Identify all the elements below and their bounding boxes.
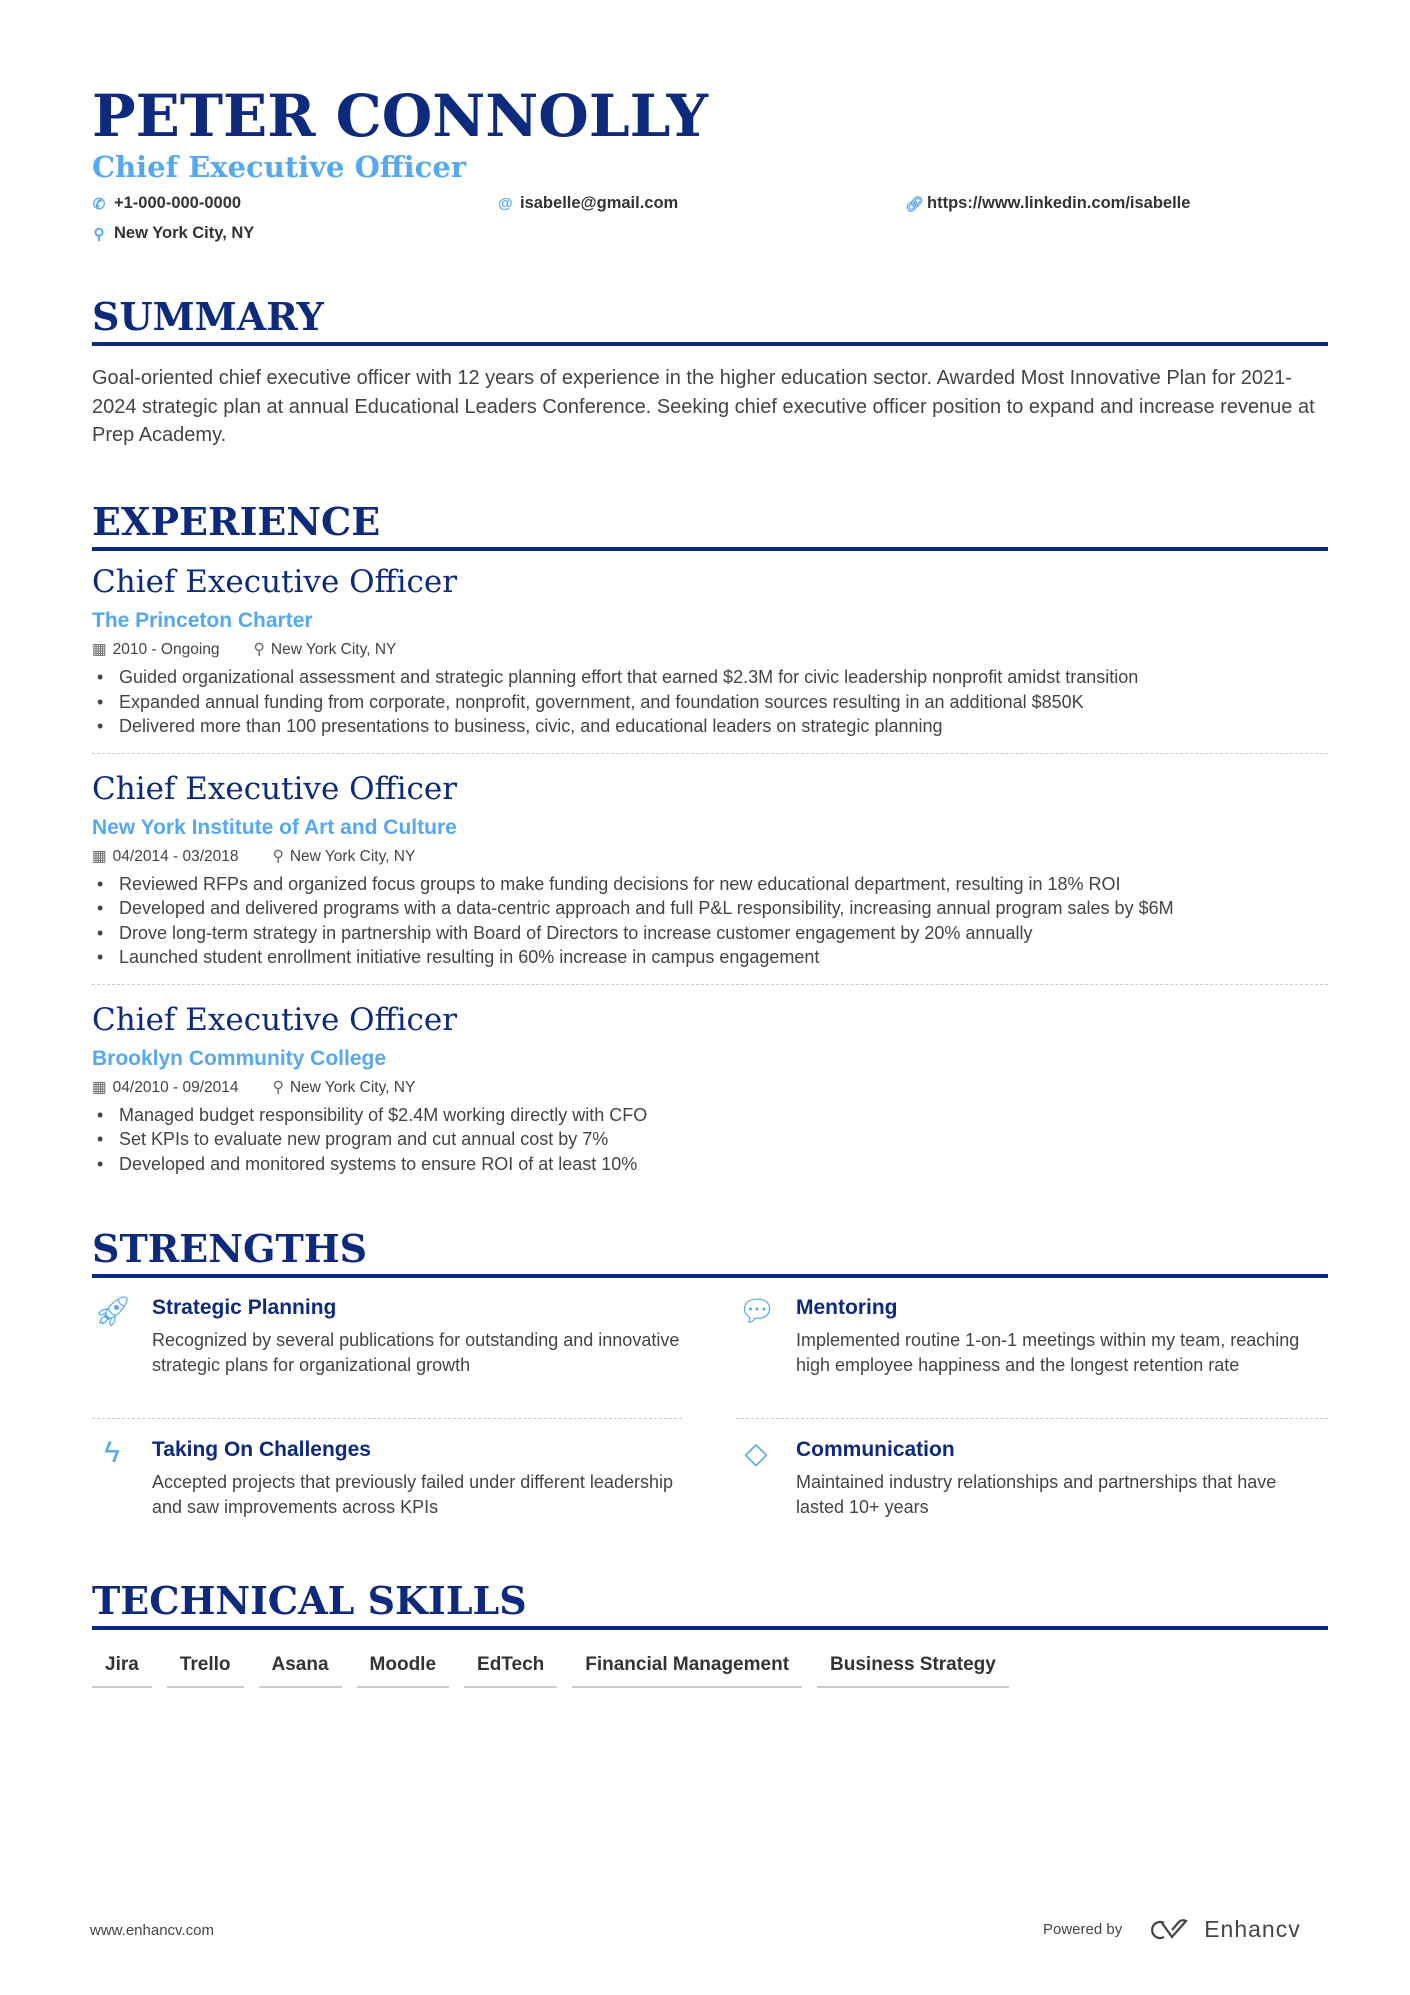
skill-tag: Jira [92, 1652, 152, 1688]
contact-linkedin[interactable] [905, 194, 1190, 213]
summary-text: Goal-oriented chief executive officer with 12 years of experience in the higher education sector. Awarded Most Innovative Plan for 2021-2024 strategic plan at annual Educational Leaders Conference. Seeking chief executive officer position to expand and increase revenue at Prep Academy. [92, 367, 1315, 446]
bullet-item: • Expanded annual funding from corporate, nonprofit, government, and foundation sources resulting in an additional $850K [92, 690, 1328, 715]
company-name: New York Institute of Art and Culture [92, 815, 457, 839]
job-entry [92, 563, 1328, 754]
location-pin-icon: ⚲ [93, 225, 105, 243]
bullet-item: • Managed budget responsibility of $2.4M working directly with CFO [92, 1103, 1328, 1128]
enhancv-logo-icon [1148, 1918, 1194, 1942]
strength-item [92, 1436, 684, 1519]
job-entry [92, 1001, 1328, 1177]
job-location: New York City, NY [270, 641, 397, 658]
footer-branding [1043, 1916, 1301, 1943]
contact-email[interactable] [498, 194, 678, 213]
section-heading: STRENGTHS [92, 1226, 1328, 1278]
skill-tag: Asana [259, 1652, 342, 1688]
strength-item [92, 1294, 684, 1377]
summary-section [92, 294, 1328, 450]
job-dates: 04/2010 - 09/2014 [112, 1078, 239, 1096]
skills-section [92, 1578, 1328, 1688]
strength-desc: Implemented routine 1-on-1 meetings within my team, reaching high employee happiness and the longest retention rate [796, 1330, 1300, 1375]
strength-desc: Maintained industry relationships and partnerships that have lasted 10+ years [796, 1472, 1277, 1517]
strength-title: Taking On Challenges [152, 1438, 371, 1461]
divider [92, 753, 1328, 754]
location-pin-icon: ⚲ [272, 1078, 284, 1096]
skill-tag: EdTech [464, 1652, 557, 1688]
company-name: Brooklyn Community College [92, 1046, 387, 1070]
contact-location [92, 224, 254, 243]
bullet-item: • Reviewed RFPs and organized focus groups to make funding decisions for new educational department, resulting in 18% ROI [92, 872, 1328, 897]
strength-title: Mentoring [796, 1296, 898, 1319]
phone-icon: ✆ [92, 195, 106, 213]
strength-title: Strategic Planning [152, 1296, 337, 1319]
strength-item [736, 1436, 1328, 1519]
bullet-item: • Delivered more than 100 presentations to business, civic, and educational leaders on strategic planning [92, 714, 1328, 739]
section-heading: EXPERIENCE [92, 499, 1328, 551]
divider [736, 1418, 1328, 1419]
job-bullets [92, 1103, 1328, 1177]
footer-site[interactable]: www.enhancv.com [90, 1922, 214, 1939]
rocket-icon: 🚀︎ [94, 1295, 133, 1328]
phone-text: +1-000-000-0000 [114, 194, 242, 212]
calendar-icon: ▦ [92, 847, 107, 865]
diamond-icon: ◇ [744, 1437, 768, 1470]
bullet-item: • Developed and monitored systems to ensure ROI of at least 10% [92, 1152, 1328, 1177]
link-icon: 🔗︎ [905, 195, 925, 213]
location-pin-icon: ⚲ [253, 641, 265, 658]
bullet-item: • Guided organizational assessment and strategic planning effort that earned $2.3M for civic leadership nonprofit amidst transition [92, 665, 1328, 690]
contact-phone [92, 194, 241, 213]
bullet-item: • Launched student enrollment initiative resulting in 60% increase in campus engagement [92, 945, 1328, 970]
skill-tag: Financial Management [572, 1652, 802, 1688]
powered-by: Powered by [1043, 1921, 1123, 1938]
location-pin-icon: ⚲ [272, 847, 284, 865]
job-bullets [92, 872, 1328, 970]
divider [92, 984, 1328, 985]
email-text[interactable]: isabelle@gmail.com [520, 194, 679, 212]
candidate-title: Chief Executive Officer [92, 150, 467, 184]
strengths-section [92, 1226, 1328, 1278]
strength-item [736, 1294, 1328, 1377]
divider [92, 1418, 682, 1419]
linkedin-text[interactable]: https://www.linkedin.com/isabelle [927, 194, 1191, 212]
section-heading: SUMMARY [92, 294, 1328, 346]
skill-tag: Moodle [357, 1652, 450, 1688]
strength-title: Communication [796, 1438, 955, 1461]
job-bullets [92, 665, 1328, 739]
bullet-item: • Set KPIs to evaluate new program and cut annual cost by 7% [92, 1127, 1328, 1152]
bullet-item: • Drove long-term strategy in partnership with Board of Directors to increase customer engagement by 20% annually [92, 921, 1328, 946]
bullet-item: • Developed and delivered programs with a data-centric approach and full P&L responsibility, increasing annual program sales by $6M [92, 896, 1328, 921]
speech-bubble-icon: 💬︎ [738, 1295, 777, 1328]
job-meta [92, 639, 1328, 661]
job-entry [92, 770, 1328, 985]
job-meta [92, 1077, 1328, 1099]
job-title: Chief Executive Officer [92, 1001, 458, 1038]
candidate-name: PETER CONNOLLY [92, 82, 709, 150]
strength-desc: Accepted projects that previously failed under different leadership and saw improvements across KPIs [152, 1472, 673, 1517]
enhancv-logo [1148, 1916, 1301, 1943]
at-icon: @ [498, 195, 513, 212]
job-meta [92, 846, 1328, 868]
job-dates: 04/2014 - 03/2018 [112, 847, 239, 865]
section-heading: TECHNICAL SKILLS [92, 1578, 1328, 1630]
job-location: New York City, NY [289, 847, 416, 865]
experience-section [92, 499, 1328, 1176]
enhancv-brand: Enhancv [1204, 1916, 1301, 1942]
company-name: The Princeton Charter [92, 609, 313, 632]
job-location: New York City, NY [289, 1078, 416, 1096]
skill-tag: Business Strategy [817, 1652, 1009, 1688]
job-title: Chief Executive Officer [92, 770, 458, 807]
location-text: New York City, NY [114, 224, 255, 242]
calendar-icon: ▦ [92, 641, 107, 658]
job-title: Chief Executive Officer [92, 564, 458, 600]
lightning-icon: ϟ [104, 1436, 120, 1469]
calendar-icon: ▦ [92, 1078, 107, 1096]
strength-desc: Recognized by several publications for outstanding and innovative strategic plans for organizational growth [152, 1330, 680, 1375]
skill-tag: Trello [167, 1652, 244, 1688]
job-dates: 2010 - Ongoing [112, 641, 220, 658]
